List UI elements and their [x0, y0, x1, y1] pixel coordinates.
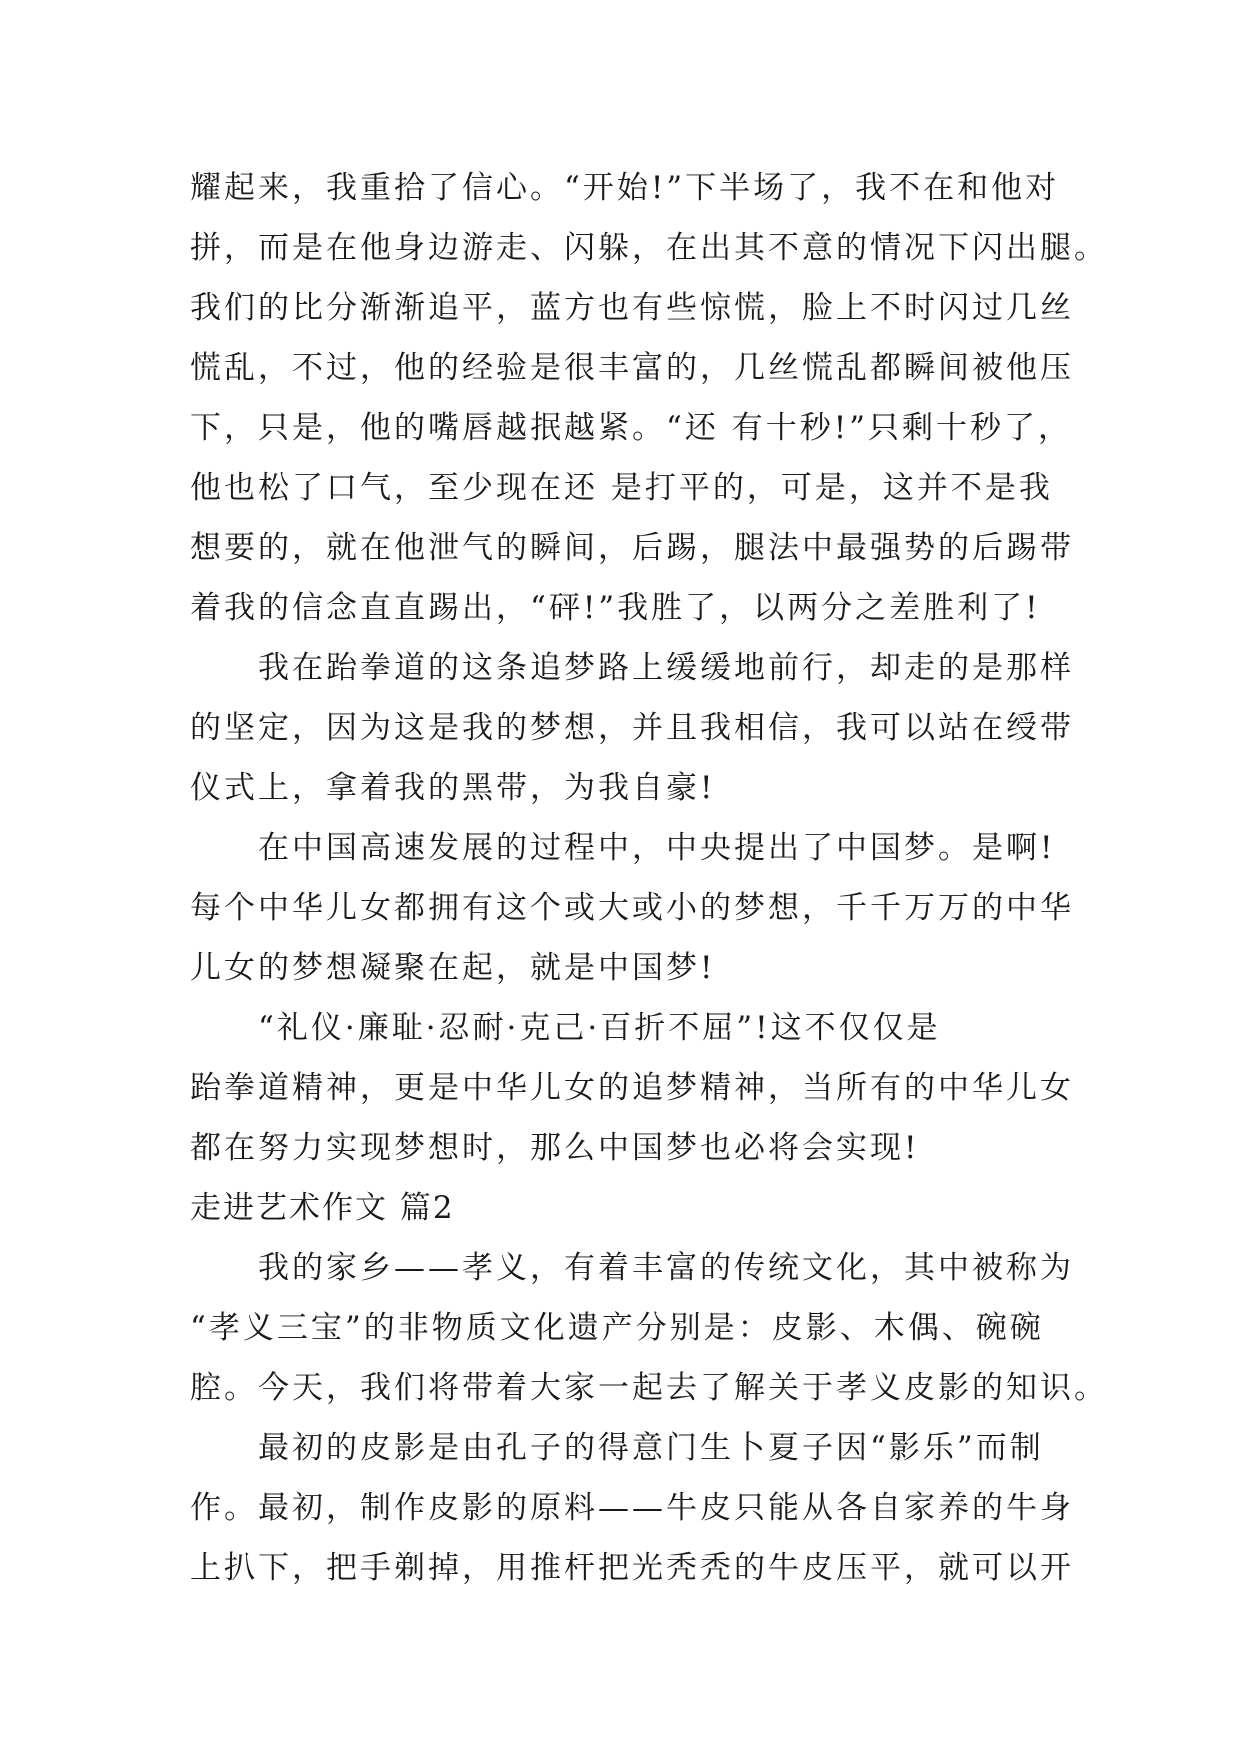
paragraph-first-line: 我的家乡——孝义，有着丰富的传统文化，其中被称为 — [258, 1250, 1074, 1286]
paragraph-first-line: 我在跆拳道的这条追梦路上缓缓地前行，却走的是那样 — [258, 650, 1074, 686]
section-heading: 走进艺术作文 篇2 — [190, 1190, 455, 1226]
text-line: 我们的比分渐渐追平，蓝方也有些惊慌，脸上不时闪过几丝 — [190, 290, 1074, 326]
text-line: 的坚定，因为这是我的梦想，并且我相信，我可以站在绶带 — [190, 710, 1074, 746]
paragraph-first-line: 在中国高速发展的过程中，中央提出了中国梦。是啊! — [258, 830, 1056, 866]
text-line: 儿女的梦想凝聚在起，就是中国梦! — [190, 950, 716, 986]
document-body — [190, 158, 1108, 1598]
text-line: 作。最初，制作皮影的原料——牛皮只能从各自家养的牛身 — [190, 1490, 1074, 1526]
text-line: 上扒下，把手剃掉，用推杆把光秃秃的牛皮压平，就可以开 — [190, 1550, 1074, 1586]
text-line: “孝义三宝”的非物质文化遗产分别是：皮影、木偶、碗碗 — [190, 1310, 1044, 1346]
text-line: 着我的信念直直踢出，“砰!”我胜了，以两分之差胜利了! — [190, 590, 1041, 626]
text-line: 都在努力实现梦想时，那么中国梦也必将会实现! — [190, 1130, 920, 1166]
text-line: 想要的，就在他泄气的瞬间，后踢，腿法中最强势的后踢带 — [190, 530, 1074, 566]
text-line: 拼，而是在他身边游走、闪躲，在出其不意的情况下闪出腿。 — [190, 230, 1108, 266]
text-line: 耀起来，我重拾了信心。“开始!”下半场了，我不在和他对 — [190, 170, 1060, 206]
paragraph-first-line: 最初的皮影是由孔子的得意门生卜夏子因“影乐”而制 — [258, 1430, 1044, 1466]
text-line: 慌乱，不过，他的经验是很丰富的，几丝慌乱都瞬间被他压 — [190, 350, 1074, 386]
text-line: 下，只是，他的嘴唇越抿越紧。“还 有十秒!”只剩十秒了， — [190, 410, 1073, 446]
text-line: 他也松了口气，至少现在还 是打平的，可是，这并不是我 — [190, 470, 1053, 506]
text-line: 腔。今天，我们将带着大家一起去了解关于孝义皮影的知识。 — [190, 1370, 1108, 1406]
text-line: 每个中华儿女都拥有这个或大或小的梦想，千千万万的中华 — [190, 890, 1074, 926]
paragraph-first-line: “礼仪·廉耻·忍耐·克己·百折不屈”!这不仅仅是 — [258, 1010, 941, 1046]
text-line: 仪式上，拿着我的黑带，为我自豪! — [190, 770, 716, 806]
text-line: 跆拳道精神，更是中华儿女的追梦精神，当所有的中华儿女 — [190, 1070, 1074, 1106]
